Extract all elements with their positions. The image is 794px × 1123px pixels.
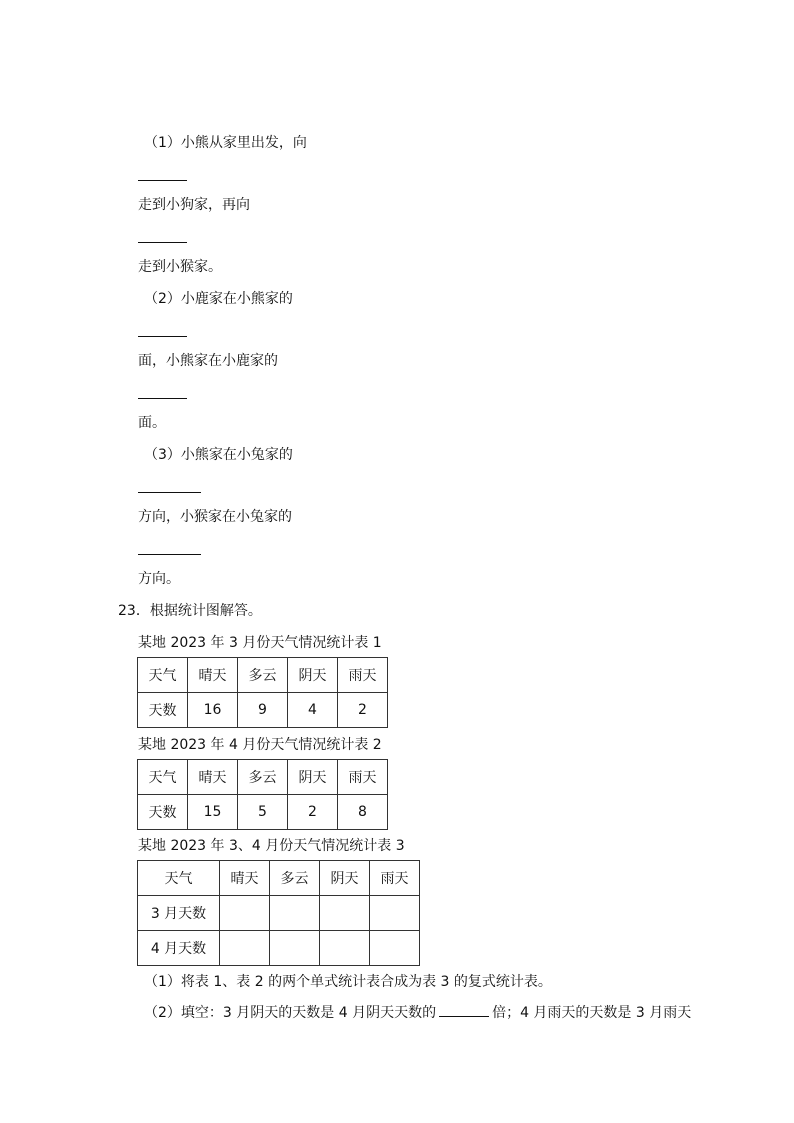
header-cell: 多云 <box>238 760 288 795</box>
answer-blank[interactable] <box>138 554 201 555</box>
header-cell: 雨天 <box>338 760 388 795</box>
empty-cell[interactable] <box>270 896 320 931</box>
table3-caption: 某地 2023 年 3、4 月份天气情况统计表 3 <box>138 838 405 854</box>
weather-table-march <box>137 657 388 728</box>
header-cell: 晴天 <box>188 760 238 795</box>
weather-table-combined <box>137 860 420 966</box>
q23-title: 23．根据统计图解答。 <box>118 603 262 619</box>
empty-cell[interactable] <box>320 896 370 931</box>
empty-cell[interactable] <box>370 931 420 966</box>
q22-part3-end: 方向。 <box>138 571 180 587</box>
q23-sub2-start: （2）填空：3 月阴天的天数是 4 月阴天天数的 <box>144 1005 437 1021</box>
header-cell: 晴天 <box>220 861 270 896</box>
q22-part3-start: （3）小熊家在小兔家的 <box>144 447 293 463</box>
empty-cell[interactable] <box>220 931 270 966</box>
row-label: 天数 <box>138 795 188 830</box>
header-cell: 雨天 <box>338 658 388 693</box>
q22-part2-end: 面。 <box>138 415 166 431</box>
q23-sub2 <box>144 1004 691 1022</box>
table-header-row <box>138 861 420 896</box>
empty-cell[interactable] <box>320 931 370 966</box>
q22-part1-mid: 走到小狗家，再向 <box>138 197 250 213</box>
table-row <box>138 795 388 830</box>
q23-sub2-end: 倍；4 月雨天的天数是 3 月雨天 <box>492 1005 692 1021</box>
answer-blank[interactable] <box>138 242 187 243</box>
answer-blank[interactable] <box>138 336 187 337</box>
q22-part1-start: （1）小熊从家里出发，向 <box>144 135 307 151</box>
table-cell: 4 <box>288 693 338 728</box>
row-label: 天数 <box>138 693 188 728</box>
table-cell: 2 <box>338 693 388 728</box>
q22-part3-mid: 方向，小猴家在小兔家的 <box>138 509 292 525</box>
table2-caption: 某地 2023 年 4 月份天气情况统计表 2 <box>138 737 382 753</box>
empty-cell[interactable] <box>220 896 270 931</box>
header-cell: 多云 <box>270 861 320 896</box>
table-header-row <box>138 658 388 693</box>
table-cell: 5 <box>238 795 288 830</box>
empty-cell[interactable] <box>270 931 320 966</box>
answer-blank[interactable] <box>138 492 201 493</box>
answer-blank[interactable] <box>138 180 187 181</box>
q22-part2-mid: 面，小熊家在小鹿家的 <box>138 353 278 369</box>
table-cell: 9 <box>238 693 288 728</box>
q23-sub1: （1）将表 1、表 2 的两个单式统计表合成为表 3 的复式统计表。 <box>144 974 552 990</box>
weather-table-april <box>137 759 388 830</box>
q22-part1-end: 走到小猴家。 <box>138 259 222 275</box>
table-cell: 2 <box>288 795 338 830</box>
table-cell: 15 <box>188 795 238 830</box>
header-cell: 阴天 <box>320 861 370 896</box>
table1-caption: 某地 2023 年 3 月份天气情况统计表 1 <box>138 635 382 651</box>
q22-part2-start: （2）小鹿家在小熊家的 <box>144 291 293 307</box>
row-label: 4 月天数 <box>138 931 220 966</box>
table-cell: 16 <box>188 693 238 728</box>
header-cell: 晴天 <box>188 658 238 693</box>
header-cell: 天气 <box>138 760 188 795</box>
header-cell: 雨天 <box>370 861 420 896</box>
header-cell: 多云 <box>238 658 288 693</box>
row-label: 3 月天数 <box>138 896 220 931</box>
table-row <box>138 896 420 931</box>
table-row <box>138 931 420 966</box>
header-cell: 阴天 <box>288 760 338 795</box>
answer-blank[interactable] <box>439 1004 489 1017</box>
header-cell: 天气 <box>138 861 220 896</box>
header-cell: 天气 <box>138 658 188 693</box>
answer-blank[interactable] <box>138 398 187 399</box>
table-row <box>138 693 388 728</box>
header-cell: 阴天 <box>288 658 338 693</box>
table-header-row <box>138 760 388 795</box>
empty-cell[interactable] <box>370 896 420 931</box>
table-cell: 8 <box>338 795 388 830</box>
